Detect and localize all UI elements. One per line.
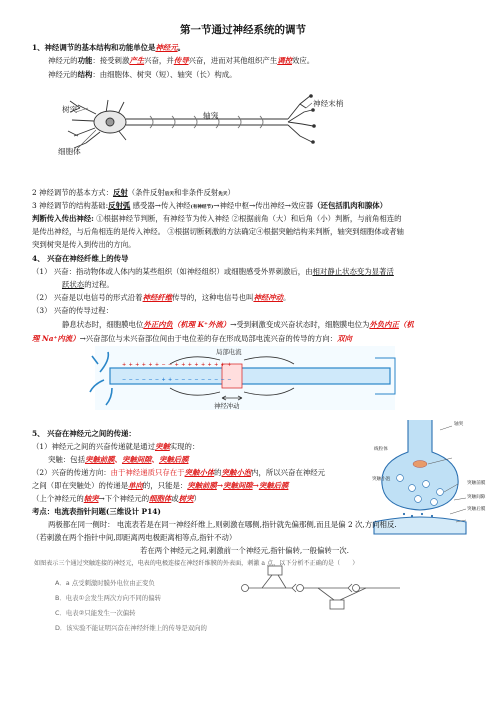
text: 兴奋，进而对其他组织产生 [188,56,278,65]
key-term: 神经元 [155,43,178,52]
key-term: 突触间隙 [121,455,152,464]
section-5-heading: 5、 兴奋在神经元之间的传递： [32,429,136,438]
meter-1 [268,566,282,575]
page-title: 第一节通过神经系统的调节 [180,24,306,36]
key-term: 突触小体 [184,468,215,477]
synapse-label-post-membrane: 突触后膜 [467,507,486,512]
meter-1-leads [262,575,286,588]
text: 和非条件反射 [173,188,219,197]
text: ①根据神经节判断，有神经节为传入神经 ②根据前角（大）和后角（小）判断，与前角相连的 [93,214,402,223]
text: 或 [171,494,179,503]
key-term: （机 [398,320,414,329]
text: 。 [177,43,185,52]
key-term: 突触前膜 [187,481,217,490]
text: 实现的： [169,442,200,451]
text: 内，所以兴奋在神经元 [251,468,326,477]
text: （还包括肌肉和腺体） [313,201,388,210]
text: ） [193,494,201,503]
synapse-label-cleft: 突触间隙 [467,495,486,500]
text: 相对静止状态变为显著活 [312,267,394,276]
neuron-fiber [303,584,352,592]
key-term: 单向 [128,481,143,490]
key-term: 反射 [112,188,128,197]
key-term: 细胞体 [149,494,172,503]
text: （1）神经元之间的兴奋传递就是通过 [32,442,155,451]
text: 的 [214,468,222,477]
text: 后天 [164,192,174,197]
text: （3） [32,306,52,315]
text: （条件反射 [127,188,165,197]
text: →受到刺激变成兴奋状态时，细胞膜电位为 [230,320,370,329]
text: （2） [32,293,52,302]
option-b: B．电表①会发生两次方向不同的偏转 [55,594,161,602]
label: 结构 [77,70,93,79]
text: →兴奋部位与未兴奋部位间由于电位差的存在形成局部电流兴奋的传导的方向： [79,334,338,343]
text: 静息状态时，细胞膜电位 [62,320,144,329]
text: 3 神经调节的结构基础: [32,201,109,210]
text: →神经中枢→传出神经→效应器 [213,201,314,210]
synapse-label-mitochondria: 线粒体 [374,447,388,452]
text: → [252,481,259,490]
text: 由于神经递质只存在于 [110,468,185,477]
text: 。 [283,293,291,302]
key-term: 双向 [337,334,352,343]
text: 神经元的 [48,56,78,65]
key-term: 产生 [129,56,145,65]
key-term: 外正内负 [143,320,173,329]
text: 跃状态 [62,280,85,289]
label-cell-body: 细胞体 [58,147,81,156]
section-4-heading: 4、 兴奋在神经纤维上的传导 [32,254,129,263]
synapse-label-vesicle: 突触小泡 [372,477,391,482]
text: ：由细胞体、树突（短）、轴突（长）构成。 [92,70,237,79]
key-term: 神经纤维 [142,293,173,302]
text: 突触：包括 [48,455,85,464]
key-term: 突触后膜 [258,481,289,490]
text: （2）兴奋的传递方向： [32,468,111,477]
text: 的过程。 [84,280,114,289]
key-term: 反射弧 [108,201,131,210]
exam-point-heading: 考点：电流表指针问题(三维设计 P14) [32,507,161,516]
text: 2 神经调节的基本方式： [32,188,113,197]
text: →下个神经元的 [98,494,150,503]
neuron-soma [242,585,249,592]
question-stem: 如图表示三个通过突触连接的神经元，电表的电极连接在神经纤维膜的外表面，刺激 a 点，以下分析不正确的是（ ） [34,560,359,567]
synapse-label-pre-membrane: 突触前膜 [467,481,486,486]
afferent-efferent-line-2: 是传出神经，与后角相连的是传入神经。 ③根据切断刺激的方法确定④根据突触结构来判断，轴突到细胞体或者轴 [32,227,404,236]
nerve-impulse-label: 神经冲动 [214,402,240,410]
local-current-label: 局部电流 [216,348,242,356]
label: 功能 [77,56,93,65]
label: 判断传入传出神经: [32,214,94,223]
text: （1） [32,267,52,276]
option-d: D．该实验不能证明兴奋在神经纤维上的传导是双向的 [55,624,207,632]
key-term: （机理 K⁺外流） [172,320,231,329]
key-term: 理 Na⁺内流） [32,334,80,343]
text: (有神经节) [190,205,214,210]
neuron-soma [353,585,360,592]
key-term: 外负内正 [369,320,399,329]
text: （上个神经元的 [32,494,84,503]
label-nerve-ending: 神经末梢 [313,99,344,108]
synapse-label-axon: 轴突 [454,422,464,427]
key-term: 神经冲动 [253,293,284,302]
text: 的，只能是： [142,481,188,490]
exam-line-3: 若在两个神经元之间,刺激前一个神经元,指针偏转,一般偏转一次. [140,546,349,555]
membrane-charge-top: + + + + + + − − + + + + + + + + + [122,362,232,368]
text: 兴奋是以电信号的形式沿着 [53,293,143,302]
text: ） [227,188,235,197]
key-term: 突触后膜 [158,455,189,464]
membrane-charge-inner: − − − − − − + + − − − − − − − − − [122,377,232,383]
key-term: 调控 [277,56,293,65]
meter-2 [330,600,344,609]
text: 传导的，这种电信号也叫 [172,293,254,302]
option-a: A．a 点受刺激时膜外电位由正变负 [55,579,155,587]
afferent-efferent-line-3: 突到树突是传入到传出的方向。 [32,240,136,249]
text: 兴奋，并 [144,56,174,65]
key-term: 突触前膜 [84,455,115,464]
text: 、 [114,455,122,464]
text: 效应。 [292,56,315,65]
label-axon: 轴突 [203,111,219,120]
text: 兴奋：指动物体或人体内的某些组织（如神经组织）或细胞感受外界刺激后，由 [53,267,313,276]
text: → [216,481,224,490]
text: 感受器→传入神经 [130,201,191,210]
text: 先天 [218,192,228,197]
text: 、 [151,455,159,464]
neuron-soma [297,585,304,592]
key-term: 突触小泡 [221,468,252,477]
text: 神经元的 [48,70,78,79]
text: 之间（即在突触处）的传递是 [32,481,129,490]
key-term: 树突 [178,494,194,503]
exam-line-2: （若刺激在两个指针中间,即距离两电极距离相等点,指针不动） [32,533,237,542]
option-c: C．电表②只能发生一次偏转 [55,609,136,617]
neuron-fiber [248,584,296,592]
text: ：接受刺激 [92,56,130,65]
label-dendrite: 树突 [62,105,78,114]
exam-line-1: 两极都在同一侧时： 电流表若是在同一神经纤维上,则刺激在哪侧,指针就先偏那侧,而且是偏 2 次,方向相反. [48,520,397,529]
key-term: 传导 [173,56,189,65]
key-term: 突触间隙 [223,481,253,490]
text: 兴奋的传导过程： [53,306,113,315]
text: 1、神经调节的基本结构和功能单位是 [32,43,156,52]
key-term: 轴突 [83,494,99,503]
key-term: 突触 [154,442,170,451]
